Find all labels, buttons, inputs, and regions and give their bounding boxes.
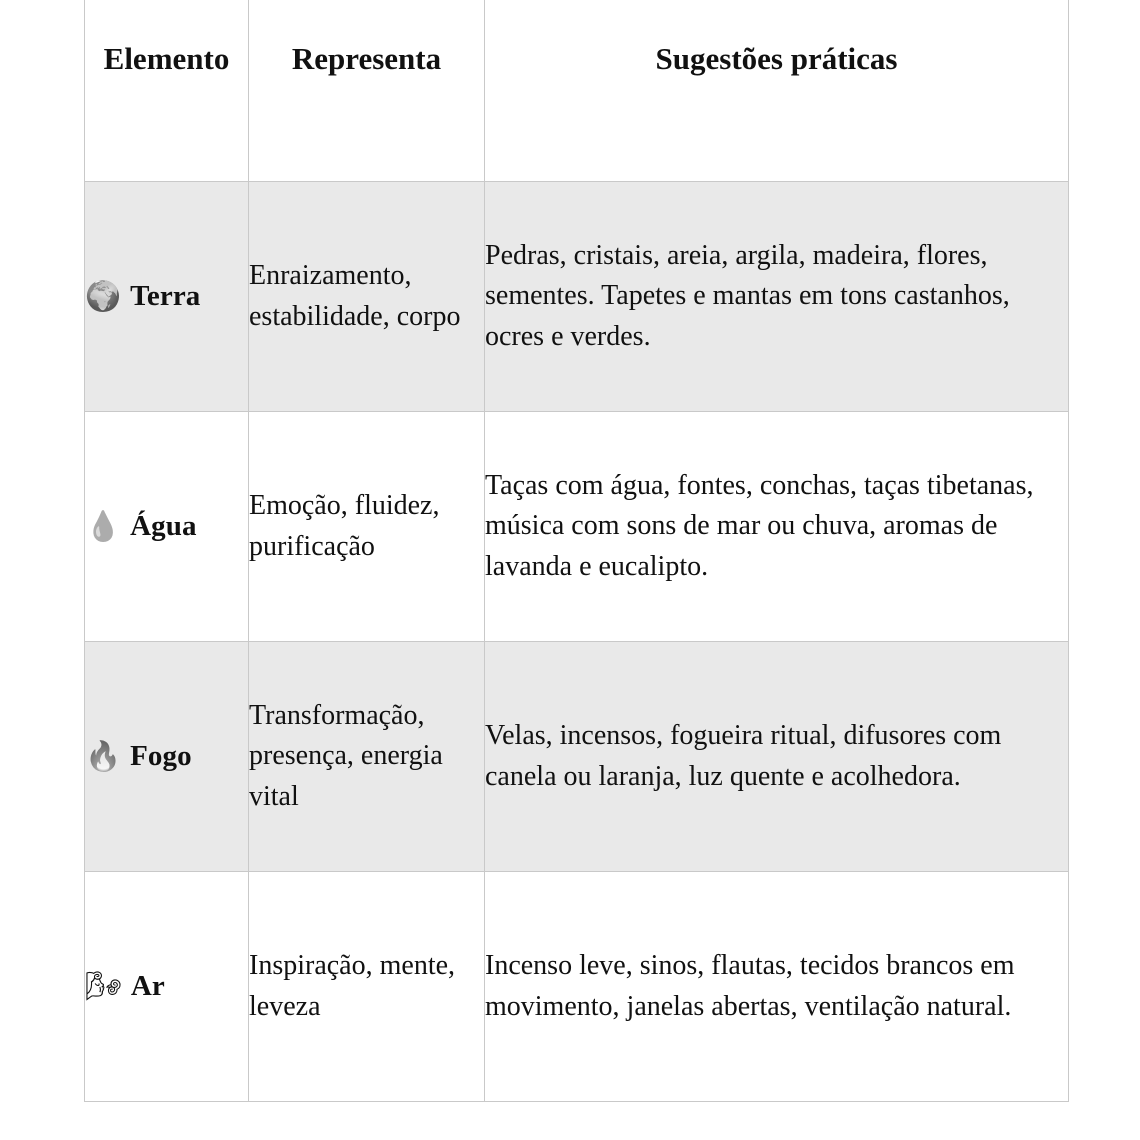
table-body bbox=[85, 182, 1069, 1102]
cell-sugestoes: Incenso leve, sinos, flautas, tecidos brancos em movimento, janelas abertas, ventilação natural. bbox=[485, 872, 1069, 1102]
cell-representa: Enraizamento, estabilidade, corpo bbox=[249, 182, 485, 412]
column-header-elemento: Elemento bbox=[85, 0, 249, 182]
table-row bbox=[85, 412, 1069, 642]
table-header bbox=[85, 0, 1069, 182]
water-droplet-icon: 💧 bbox=[85, 509, 122, 543]
cell-elemento bbox=[85, 642, 249, 872]
wind-face-icon: 🌬 bbox=[85, 969, 122, 1003]
cell-elemento bbox=[85, 872, 249, 1102]
column-header-sugestoes: Sugestões práticas bbox=[485, 0, 1069, 182]
column-header-representa: Representa bbox=[249, 0, 485, 182]
cell-representa: Emoção, fluidez, purificação bbox=[249, 412, 485, 642]
cell-sugestoes: Velas, incensos, fogueira ritual, difusores com canela ou laranja, luz quente e acolhedora. bbox=[485, 642, 1069, 872]
element-name-label: Terra bbox=[130, 280, 201, 312]
cell-sugestoes: Pedras, cristais, areia, argila, madeira, flores, sementes. Tapetes e mantas em tons castanhos, ocres e verdes. bbox=[485, 182, 1069, 412]
cell-representa: Transformação, presença, energia vital bbox=[249, 642, 485, 872]
table-row bbox=[85, 872, 1069, 1102]
globe-europe-africa-icon: 🌍 bbox=[85, 279, 122, 313]
table-row bbox=[85, 182, 1069, 412]
cell-elemento bbox=[85, 182, 249, 412]
elements-table bbox=[84, 0, 1069, 1102]
cell-sugestoes: Taças com água, fontes, conchas, taças tibetanas, música com sons de mar ou chuva, aromas de lavanda e eucalipto. bbox=[485, 412, 1069, 642]
cell-elemento bbox=[85, 412, 249, 642]
table-row bbox=[85, 642, 1069, 872]
table-container bbox=[84, 0, 1068, 1102]
header-row bbox=[85, 0, 1069, 182]
element-name-label: Água bbox=[130, 510, 197, 542]
element-name-label: Ar bbox=[130, 970, 165, 1002]
cell-representa: Inspiração, mente, leveza bbox=[249, 872, 485, 1102]
element-name-label: Fogo bbox=[130, 740, 192, 772]
flame-icon: 🔥 bbox=[85, 739, 122, 773]
